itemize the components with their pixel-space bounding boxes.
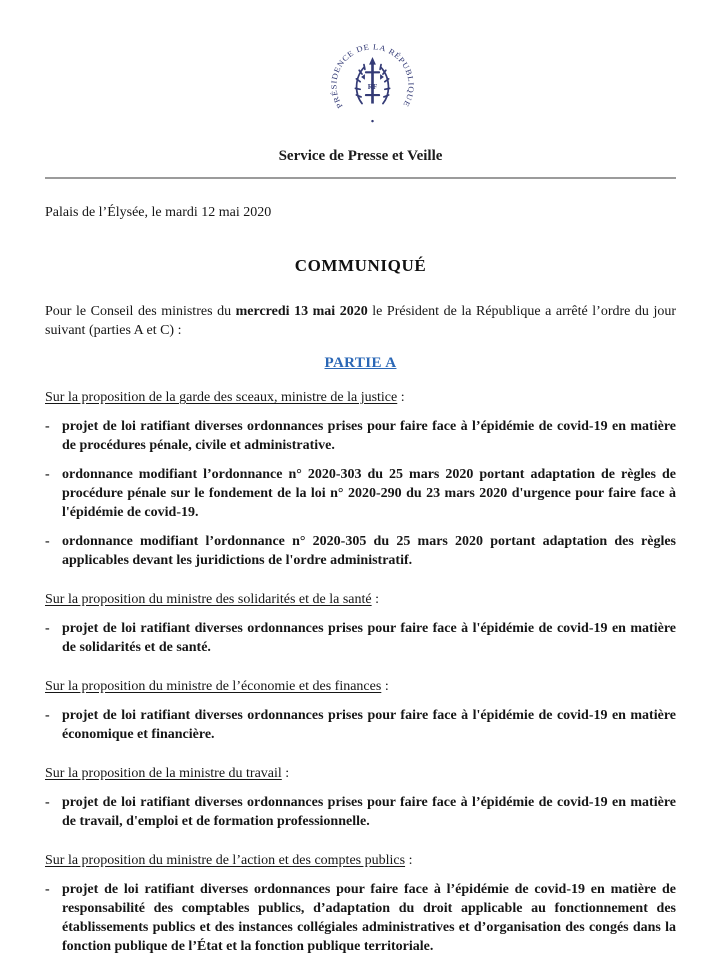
- bullet-item: [45, 619, 676, 657]
- service-line: Service de Presse et Veille: [278, 148, 443, 164]
- section-heading: Sur la proposition de la ministre du travail :: [45, 766, 290, 781]
- bullet-text: projet de loi ratifiant diverses ordonnances prises pour faire face à l’épidémie de covid-19 en matière de procédures pénale, civile et administrative.: [62, 419, 676, 453]
- bullet-text: ordonnance modifiant l’ordonnance n° 2020-303 du 25 mars 2020 portant adaptation de règles de procédure pénale sur le fondement de la loi n° 2020-290 du 23 mars 2020 d'urgence pour faire face à l'épidémie de covid-19.: [62, 467, 676, 520]
- seal-monogram: RF: [367, 82, 378, 91]
- bullet-text: ordonnance modifiant l’ordonnance n° 2020-305 du 25 mars 2020 portant adaptation des règles applicables devant les juridictions de l'ordre administratif.: [62, 534, 676, 568]
- partie-a-link[interactable]: PARTIE A: [324, 355, 397, 371]
- intro-paragraph: [45, 302, 676, 340]
- bullet-text: projet de loi ratifiant diverses ordonnances pour faire face à l’épidémie de covid-19 en matière de responsabilité des comptables publics, d’adaptation du droit applicable au fonctionnement des établissements publics et des instances collégiales administratives et d’organisation des congés dans la fonction publique de l’État et la fonction publique territoriale.: [62, 882, 676, 954]
- seal-container: [69, 38, 676, 138]
- bullet-dash: -: [45, 708, 50, 723]
- bullet-text: projet de loi ratifiant diverses ordonnances prises pour faire face à l'épidémie de covid-19 en matière de solidarités et de santé.: [62, 621, 676, 655]
- section-heading: Sur la proposition du ministre des solidarités et de la santé :: [45, 592, 379, 607]
- intro-text-post: le Président de la République a arrêté l’ordre du jour suivant (parties A et C) :: [45, 304, 677, 338]
- bullet-item: [45, 465, 676, 522]
- section-action-comptes-publics: [45, 851, 676, 956]
- presidence-republique-seal-icon: [325, 38, 420, 133]
- bullet-item: [45, 880, 676, 956]
- bullet-dash: -: [45, 419, 50, 434]
- page-title: COMMUNIQUÉ: [294, 256, 427, 275]
- bullet-item: [45, 706, 676, 744]
- intro-bold-date: mercredi 13 mai 2020: [235, 304, 368, 319]
- bullet-text: projet de loi ratifiant diverses ordonnances prises pour faire face à l'épidémie de covid-19 en matière économique et financière.: [62, 708, 676, 742]
- bullet-item: [45, 793, 676, 831]
- svg-text:PRÉSIDENCE DE LA RÉPUBLIQUE: PRÉSIDENCE DE LA RÉPUBLIQUE: [329, 42, 416, 110]
- bullet-text: projet de loi ratifiant diverses ordonnances prises pour faire face à l’épidémie de covid-19 en matière de travail, d'emploi et de formation professionnelle.: [62, 795, 676, 829]
- header-divider: [45, 177, 676, 179]
- partie-a-row: [45, 354, 676, 373]
- bullet-dash: -: [45, 467, 50, 482]
- dateline: Palais de l’Élysée, le mardi 12 mai 2020: [45, 205, 272, 220]
- bullet-item: [45, 417, 676, 455]
- bullet-dash: -: [45, 882, 50, 897]
- intro-text-pre: Pour le Conseil des ministres du: [45, 304, 236, 319]
- section-heading: Sur la proposition du ministre de l’économie et des finances :: [45, 679, 389, 694]
- section-solidarites-sante: [45, 590, 676, 657]
- section-justice: [45, 388, 676, 570]
- section-heading: Sur la proposition du ministre de l’action et des comptes publics :: [45, 853, 413, 868]
- bullet-dash: -: [45, 795, 50, 810]
- bullet-dash: -: [45, 621, 50, 636]
- bullet-item: [45, 532, 676, 570]
- section-travail: [45, 764, 676, 831]
- section-heading: Sur la proposition de la garde des sceaux, ministre de la justice :: [45, 390, 405, 405]
- bullet-dash: -: [45, 534, 50, 549]
- section-economie-finances: [45, 677, 676, 744]
